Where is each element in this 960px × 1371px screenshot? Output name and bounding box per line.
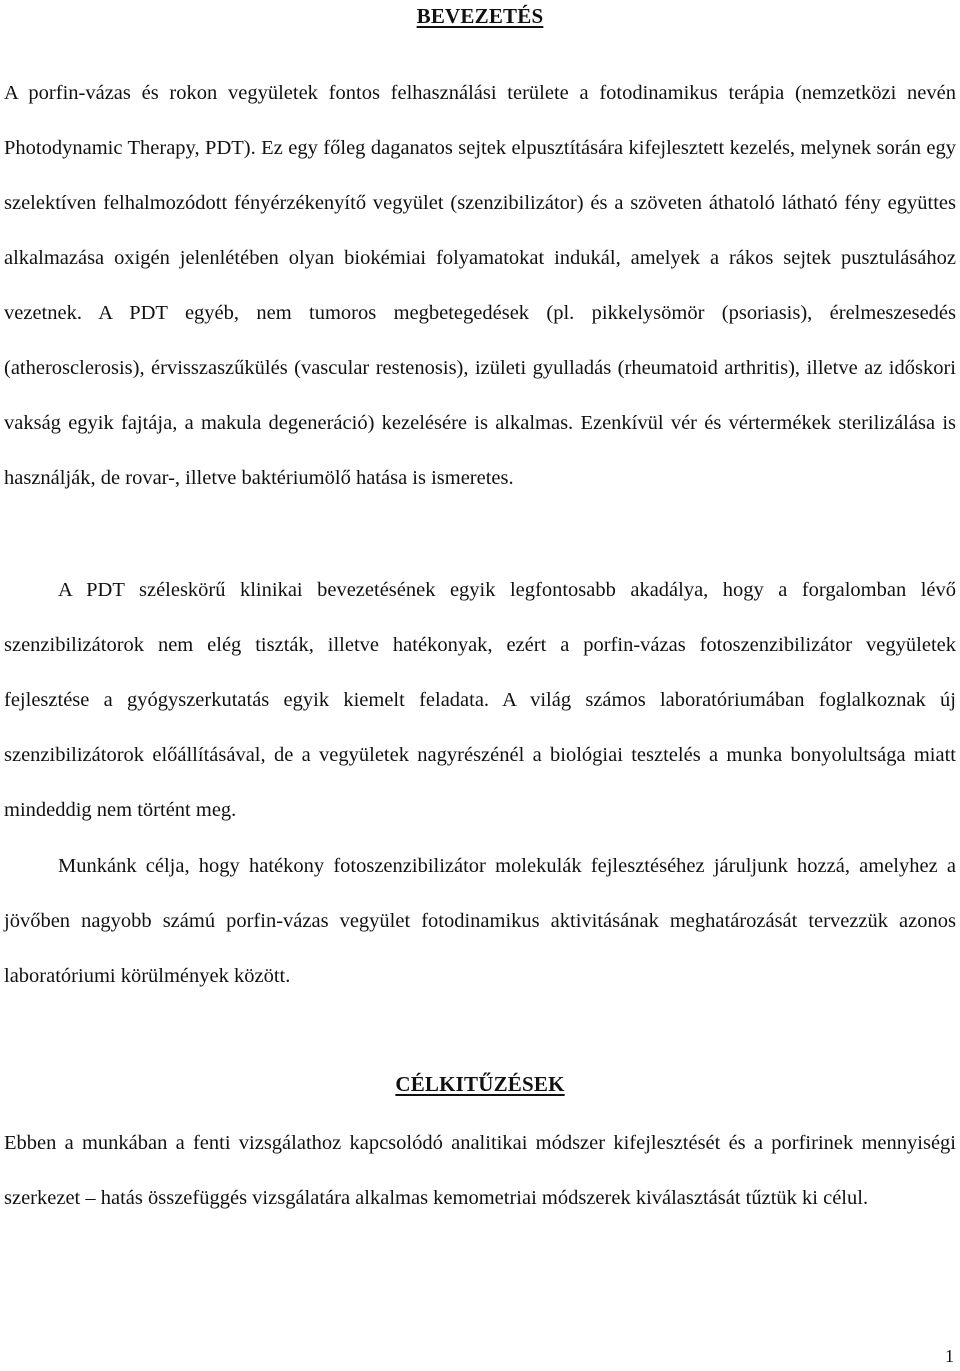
paragraph-pdt-overview: A porfin-vázas és rokon vegyületek fontos felhasználási területe a fotodinamikus terápia (nemzetközi nevén Photodynamic Therapy, PDT). Ez egy főleg daganatos sejtek elpusztítására kifejlesztett kezelés, melynek során egy szelektíven felhalmozódott fényérzékenyítő vegyület (szenzibilizátor) és a szöveten áthatoló látható fény együttes alkalmazása oxigén jelenlétében olyan biokémiai folyamatokat indukál, amelyek a rákos sejtek pusztulásához vezetnek. A PDT egyéb, nem tumoros megbetegedések (pl. pikkelysömör (psoriasis), érelmeszesedés (atherosclerosis), érvisszaszűkülés (vascular restenosis), izületi gyulladás (rheumatoid arthritis), illetve az időskori vakság egyik fajtája, a makula degeneráció) kezelésére is alkalmas. Ezenkívül vér és vértermékek sterilizálása is használják, de rovar-, illetve baktériumölő hatása is ismeretes. — [4, 82, 956, 489]
paragraph-objectives: Ebben a munkában a fenti vizsgálathoz kapcsolódó analitikai módszer kifejlesztését és a porfirinek mennyiségi szerkezet – hatás összefüggés vizsgálatára alkalmas kemometriai módszerek kiválasztását tűztük ki célul. — [4, 1132, 956, 1209]
section-heading-introduction: BEVEZETÉS — [416, 4, 544, 28]
section-heading-objectives: CÉLKITŰZÉSEK — [395, 1072, 565, 1096]
paragraph-pdt-obstacles: A PDT széleskörű klinikai bevezetésének egyik legfontosabb akadálya, hogy a forgalomban lévő szenzibilizátorok nem elég tiszták, illetve hatékonyak, ezért a porfin-vázas fotoszenzibilizátor vegyületek fejlesztése a gyógyszerkutatás egyik kiemelt feladata. A világ számos laboratóriumában foglalkoznak új szenzibilizátorok előállításával, de a vegyületek nagyrészénél a biológiai tesztelés a munka bonyolultsága miatt mindeddig nem történt meg. — [4, 579, 956, 821]
paragraph-work-aim: Munkánk célja, hogy hatékony fotoszenzibilizátor molekulák fejlesztéséhez járuljunk hozzá, amelyhez a jövőben nagyobb számú porfin-vázas vegyület fotodinamikus aktivitásának meghatározását tervezzük azonos laboratóriumi körülmények között. — [4, 855, 956, 987]
page-number: 1 — [945, 1346, 954, 1366]
